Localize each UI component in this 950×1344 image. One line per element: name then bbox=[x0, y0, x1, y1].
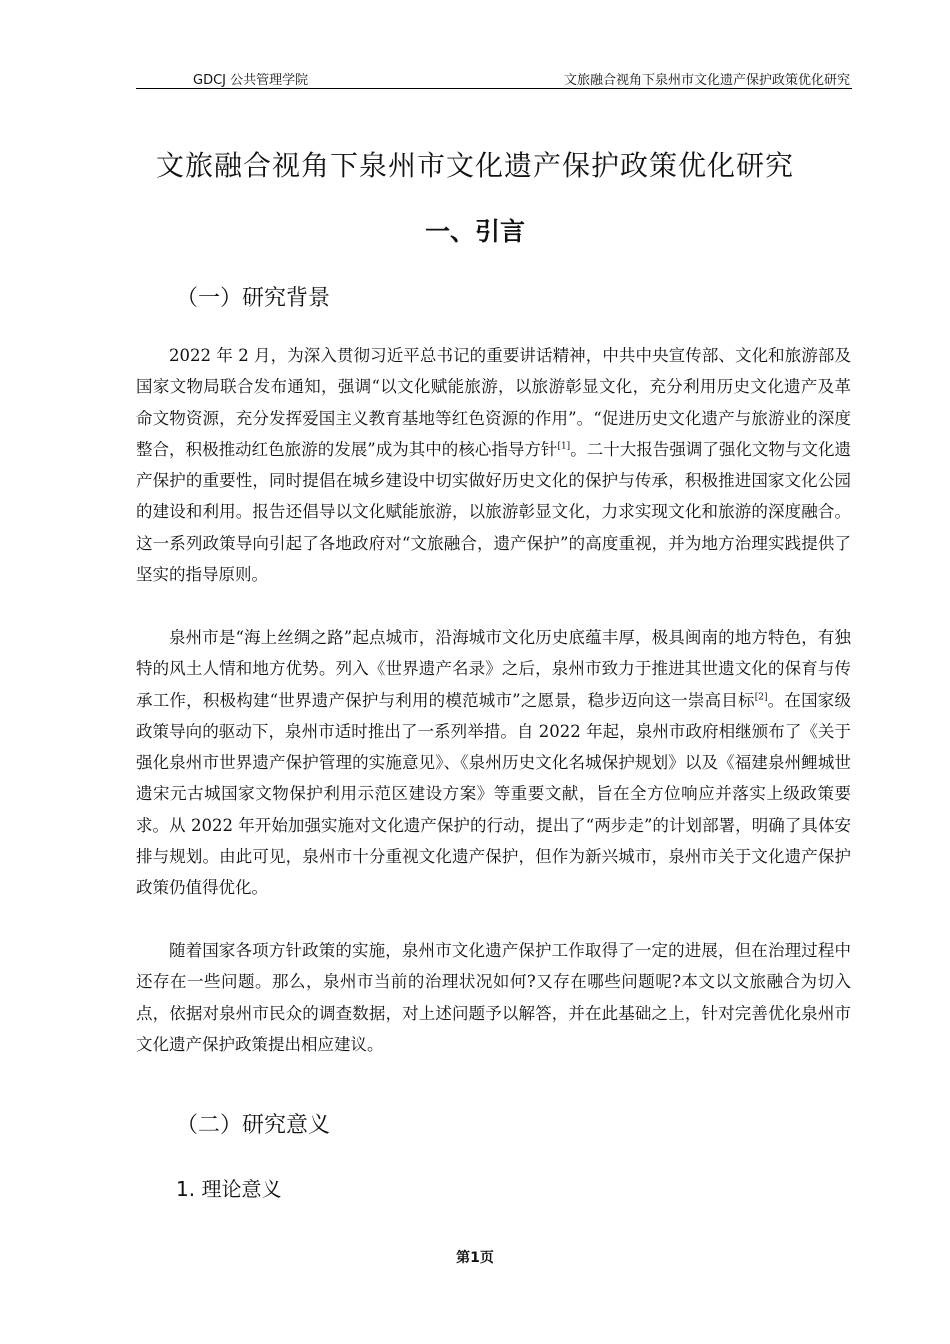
running-header-left: GDCJ 公共管理学院 bbox=[193, 73, 309, 88]
paragraph-2 bbox=[136, 622, 851, 904]
paragraph-2-text-a: 泉州市是“海上丝绸之路”起点城市，沿海城市文化历史底蕴丰厚，极具闽南的地方特色，有独特的风土人情和地方优势。列入《世界遗产名录》之后，泉州市致力于推进其世遗文化的保育与传承工作，积极构建“世界遗产保护与利用的模范城市”之愿景，稳步迈向这一崇高目标 bbox=[136, 628, 851, 710]
paragraph-1-text-b: 。二十大报告强调了强化文物与文化遗产保护的重要性，同时提倡在城乡建设中切实做好历史文化的保护与传承，积极推进国家文化公园的建设和利用。报告还倡导以文化赋能旅游，以旅游彰显文化，力求实现文化和旅游的深度融合。这一系列政策导向引起了各地政府对“文旅融合，遗产保护”的高度重视，并为地方治理实践提供了坚实的指导原则。 bbox=[136, 439, 852, 585]
subsection-heading-background: （一）研究背景 bbox=[176, 286, 331, 311]
subsection-heading-significance: （二）研究意义 bbox=[176, 1113, 331, 1138]
paragraph-2-text-b: 。在国家级政策导向的驱动下，泉州市适时推出了一系列举措。自 2022 年起，泉州市政府相继颁布了《关于强化泉州市世界遗产保护管理的实施意见》、《泉州历史文化名城保护规划》以及《福建泉州鲤城世遗宋元古城国家文物保护利用示范区建设方案》等重要文献，旨在全方位响应并落实上级政策要求。从 2022 年开始加强实施对文化遗产保护的行动，提出了“两步走”的计划部署，明确了具体安排与规划。由此可见，泉州市十分重视文化遗产保护，但作为新兴城市，泉州市关于文化遗产保护政策仍值得优化。 bbox=[136, 690, 852, 898]
citation-2: [2] bbox=[754, 692, 768, 703]
header-divider bbox=[136, 88, 852, 89]
citation-1: [1] bbox=[557, 441, 571, 452]
running-header-right: 文旅融合视角下泉州市文化遗产保护政策优化研究 bbox=[563, 73, 850, 88]
item-heading-theoretical: 1. 理论意义 bbox=[176, 1177, 282, 1201]
page-number: 第1页 bbox=[456, 1250, 494, 1266]
paragraph-1 bbox=[136, 340, 851, 590]
paragraph-3: 随着国家各项方针政策的实施，泉州市文化遗产保护工作取得了一定的进展，但在治理过程中还存在一些问题。那么，泉州市当前的治理状况如何?又存在哪些问题呢?本文以文旅融合为切入点，依据对泉州市民众的调查数据，对上述问题予以解答，并在此基础之上，针对完善优化泉州市文化遗产保护政策提出相应建议。 bbox=[136, 941, 851, 1054]
paper-title: 文旅融合视角下泉州市文化遗产保护政策优化研究 bbox=[155, 149, 794, 182]
section-heading-introduction: 一、引言 bbox=[424, 217, 525, 246]
paragraph-1-text-a: 2022 年 2 月，为深入贯彻习近平总书记的重要讲话精神，中共中央宣传部、文化和旅游部及国家文物局联合发布通知，强调“以文化赋能旅游，以旅游彰显文化，充分利用历史文化遗产及革命文物资源，充分发挥爱国主义教育基地等红色资源的作用”。“促进历史文化遗产与旅游业的深度整合，积极推动红色旅游的发展”成为其中的核心指导方针 bbox=[136, 346, 851, 459]
